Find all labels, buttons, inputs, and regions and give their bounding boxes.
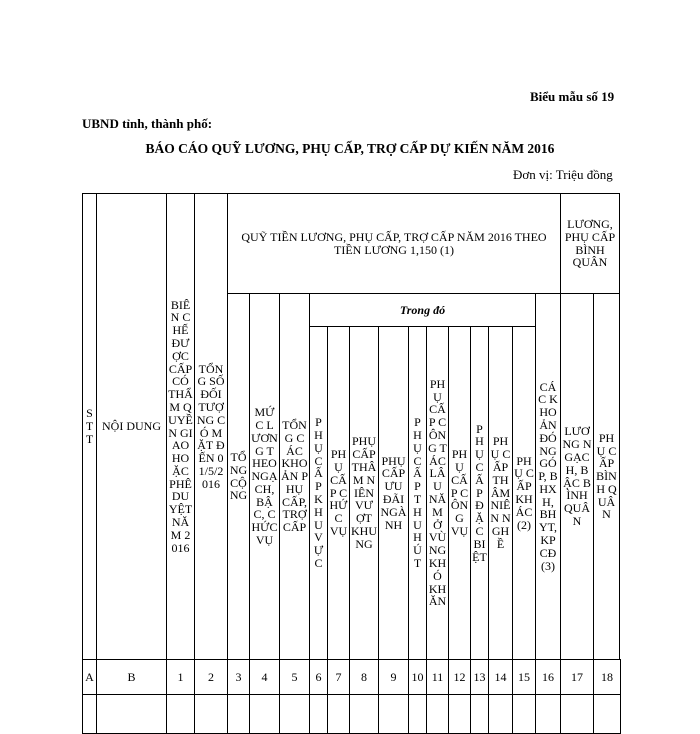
index-cell: 13	[470, 659, 489, 695]
table-cell	[279, 694, 310, 734]
table-cell	[408, 694, 427, 734]
header-allowance-sector-preference: PHỤ CẤP ƯU ĐÃI NGÀNH	[378, 326, 409, 660]
index-cell: 11	[426, 659, 449, 695]
header-staffing: BIÊN CHẾ ĐƯỢC CẤP CÓ THẨM QUYỀN GIAO HOẶC PHÊ DUYỆT NĂM 2016	[166, 193, 195, 660]
table-cell	[194, 694, 228, 734]
index-cell: A	[82, 659, 97, 695]
index-cell: 17	[560, 659, 594, 695]
index-cell: 10	[408, 659, 427, 695]
header-headcount: TỔNG SỐ ĐỐI TƯỢNG CÓ MẶT ĐẾN 01/5/2016	[194, 193, 228, 660]
report-title: BÁO CÁO QUỸ LƯƠNG, PHỤ CẤP, TRỢ CẤP DỰ KIẾN NĂM 2016	[145, 141, 555, 156]
index-cell: 12	[448, 659, 471, 695]
index-cell: 1	[166, 659, 195, 695]
table-cell	[82, 694, 97, 734]
header-average-salary: LƯƠNG NGẠCH, BẬC BÌNH QUÂN	[560, 293, 594, 660]
table-cell	[227, 694, 250, 734]
table-cell	[349, 694, 379, 734]
table-cell	[488, 694, 513, 734]
table-cell	[249, 694, 280, 734]
header-average-group: LƯƠNG, PHỤ CẤP BÌNH QUÂN	[560, 193, 620, 294]
header-salary-scale: MỨC LƯƠNG THEO NGẠCH, BẬC, CHỨC VỤ	[249, 293, 280, 660]
table-cell	[309, 694, 328, 734]
header-allowance-region: PHỤ CẤP KHU VỰC	[309, 326, 328, 660]
header-content: NỘI DUNG	[96, 193, 167, 660]
index-cell: 3	[227, 659, 250, 695]
table-cell	[512, 694, 536, 734]
index-cell: 6	[309, 659, 328, 695]
header-total: TỔNG CỘNG	[227, 293, 250, 660]
index-cell: 9	[378, 659, 409, 695]
table-cell	[535, 694, 561, 734]
table-cell	[166, 694, 195, 734]
index-cell: 18	[593, 659, 621, 695]
table-cell	[448, 694, 471, 734]
header-average-allowance: PHỤ CẤP BÌNH QUÂN	[593, 293, 620, 660]
table-cell	[593, 694, 621, 734]
unit-label: Đơn vị: Triệu đồng	[513, 167, 613, 182]
table-cell	[470, 694, 489, 734]
table-cell	[560, 694, 594, 734]
header-allowance-position: PHỤ CẤP CHỨC VỤ	[327, 326, 350, 660]
header-of-which: Trong đó	[309, 293, 536, 327]
header-allowance-special: PHỤ CẤP ĐẶC BIỆT	[470, 326, 489, 660]
index-cell: 15	[512, 659, 536, 695]
salary-fund-table	[82, 193, 620, 713]
header-allowance-other: PHỤ CẤP KHÁC (2)	[512, 326, 536, 660]
header-allowance-public-service: PHỤ CẤP CÔNG VỤ	[448, 326, 471, 660]
province-label: UBND tỉnh, thành phố:	[82, 116, 213, 131]
index-cell: 16	[535, 659, 561, 695]
header-allowance-seniority-over-frame: PHỤ CẤP THÂM NIÊN VƯỢT KHUNG	[349, 326, 379, 660]
header-allowance-attraction: PHỤ CẤP THU HÚT	[408, 326, 427, 660]
index-cell: 2	[194, 659, 228, 695]
header-stt: STT	[82, 193, 97, 660]
header-fund-group: QUỸ TIỀN LƯƠNG, PHỤ CẤP, TRỢ CẤP NĂM 2016 THEO TIỀN LƯƠNG 1,150 (1)	[227, 193, 561, 294]
index-cell: 8	[349, 659, 379, 695]
table-cell	[327, 694, 350, 734]
form-number: Biểu mẫu số 19	[530, 89, 615, 104]
table-cell	[426, 694, 449, 734]
header-allowance-long-service-hardship: PHỤ CẤP CÔNG TÁC LÂU NĂM Ở VÙNG KHÓ KHĂN	[426, 326, 449, 660]
table-cell	[96, 694, 167, 734]
index-cell: 5	[279, 659, 310, 695]
table-cell	[378, 694, 409, 734]
index-cell: 7	[327, 659, 350, 695]
header-contributions: CÁC KHOẢN ĐÓNG GÓP, BHXH, BHYT, KPCĐ (3)	[535, 293, 561, 660]
index-cell: 14	[488, 659, 513, 695]
index-cell: 4	[249, 659, 280, 695]
header-allowance-professional-seniority: PHỤ CẤP THÂM NIÊN NGHỀ	[488, 326, 513, 660]
header-allowances-total: TỔNG CÁC KHOẢN PHỤ CẤP, TRỢ CẤP	[279, 293, 310, 660]
index-cell: B	[96, 659, 167, 695]
